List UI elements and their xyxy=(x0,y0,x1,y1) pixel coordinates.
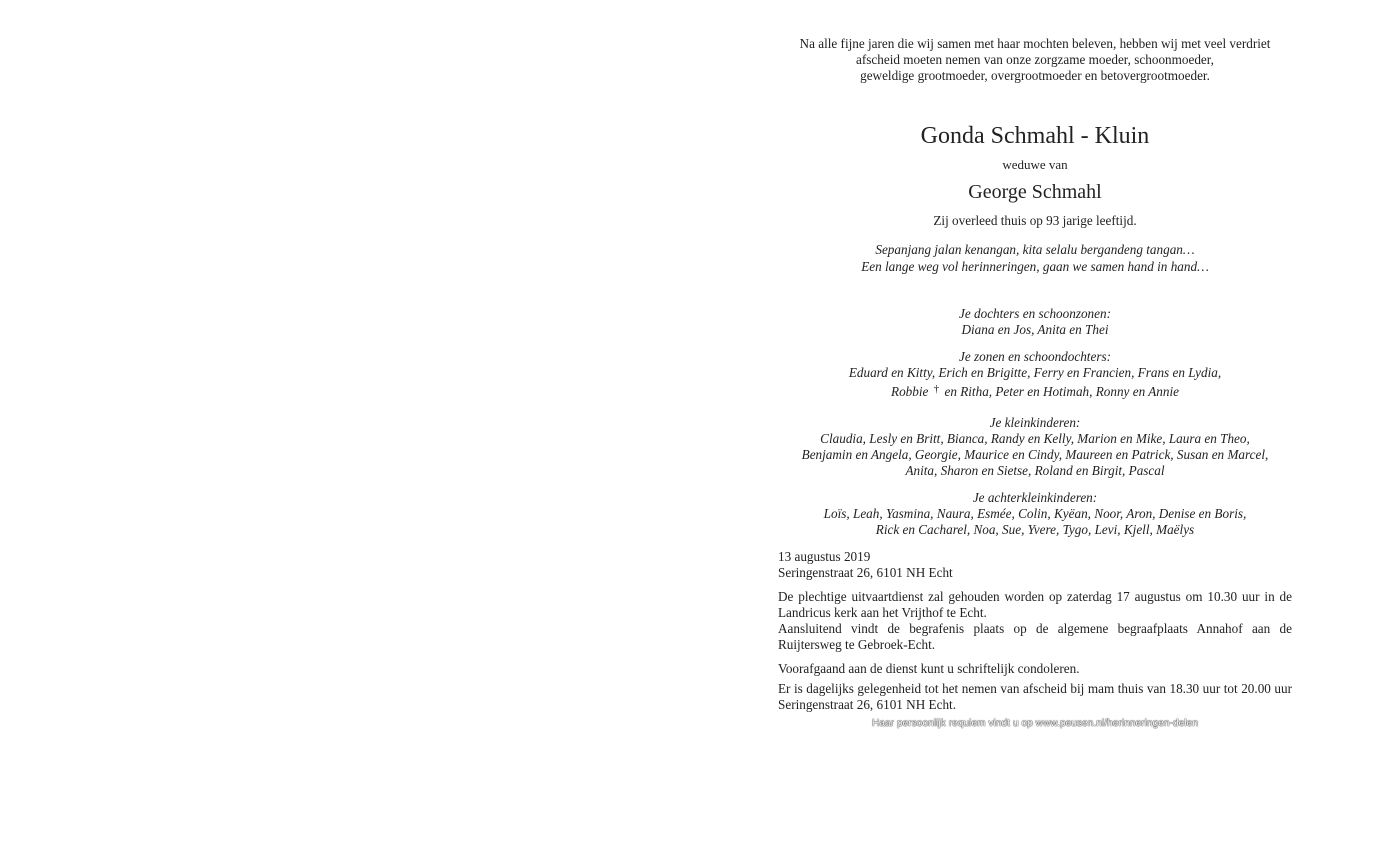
quote-line: Sepanjang jalan kenangan, kita selalu bergandeng tangan… xyxy=(875,242,1195,257)
relation-text: weduwe van xyxy=(1002,157,1068,172)
name-robbie: Robbie xyxy=(891,384,929,399)
condolence-info xyxy=(778,661,1292,677)
daughters-group xyxy=(778,306,1292,338)
funeral-details xyxy=(778,549,1292,713)
group-heading: Je zonen en schoondochters: xyxy=(959,349,1111,364)
died-text: Zij overleed thuis op 93 jarige leeftijd. xyxy=(933,213,1137,228)
group-heading: Je kleinkinderen: xyxy=(989,415,1081,430)
intro-line: afscheid moeten nemen van onze zorgzame moeder, schoonmoeder, xyxy=(856,52,1214,67)
burial-text: Aansluitend vindt de begrafenis plaats op de algemene begraafplaats Annahof aan de Ruijtersweg te Gebroek-Echt. xyxy=(778,621,1292,652)
intro-line: Na alle fijne jaren die wij samen met haar mochten beleven, hebben wij met veel verdriet xyxy=(799,36,1271,51)
requiem-link-note: Haar persoonlijk requiem vindt u op www.peusen.nl/herinneringen-delen xyxy=(872,718,1198,729)
grandchildren-group xyxy=(778,415,1292,479)
service-text: De plechtige uitvaartdienst zal gehouden worden op zaterdag 17 augustus om 10.30 uur in de Landricus kerk aan het Vrijthof te Echt. xyxy=(778,589,1292,620)
address-text: Seringenstraat 26, 6101 NH Echt xyxy=(778,565,953,580)
group-line: Loïs, Leah, Yasmina, Naura, Esmée, Colin, Kyëan, Noor, Aron, Denise en Boris, xyxy=(823,506,1247,521)
group-line: Benjamin en Angela, Georgie, Maurice en Cindy, Maureen en Patrick, Susan en Marcel, xyxy=(801,447,1269,462)
group-line: Eduard en Kitty, Erich en Brigitte, Ferry en Francien, Frans en Lydia, xyxy=(848,365,1222,380)
group-line xyxy=(778,381,1292,404)
group-line: Rick en Cacharel, Noa, Sue, Yvere, Tygo, Levi, Kjell, Maëlys xyxy=(875,522,1195,537)
condolence-text: Voorafgaand aan de dienst kunt u schriftelijk condoleren. xyxy=(778,661,1080,676)
sons-group xyxy=(778,349,1292,404)
deceased-name: Gonda Schmahl - Kluin xyxy=(920,123,1150,149)
intro-line: geweldige grootmoeder, overgrootmoeder en betovergrootmoeder. xyxy=(860,68,1210,83)
quote xyxy=(778,241,1292,275)
spouse-name: George Schmahl xyxy=(968,181,1102,203)
group-line: Claudia, Lesly en Britt, Bianca, Randy en Kelly, Marion en Mike, Laura en Theo, xyxy=(820,431,1250,446)
obituary-card xyxy=(778,36,1292,731)
family-list xyxy=(778,306,1292,538)
cross-icon: † xyxy=(933,383,940,395)
group-line: Anita, Sharon en Sietse, Roland en Birgit, Pascal xyxy=(905,463,1165,478)
group-heading: Je achterkleinkinderen: xyxy=(972,490,1098,505)
group-heading: Je dochters en schoonzonen: xyxy=(959,306,1111,321)
farewell-text: Er is dagelijks gelegenheid tot het nemen van afscheid bij mam thuis van 18.30 uur tot 20.00 uur Seringenstraat 26, 6101 NH Echt. xyxy=(778,681,1292,712)
group-line-rest: en Ritha, Peter en Hotimah, Ronny en Annie xyxy=(944,384,1179,399)
service-info xyxy=(778,589,1292,653)
date-address xyxy=(778,549,1292,581)
quote-line: Een lange weg vol herinneringen, gaan we samen hand in hand… xyxy=(861,259,1209,274)
date-text: 13 augustus 2019 xyxy=(778,549,871,564)
farewell-info xyxy=(778,681,1292,713)
great-grandchildren-group xyxy=(778,490,1292,538)
intro-text xyxy=(778,36,1292,84)
group-line: Diana en Jos, Anita en Thei xyxy=(961,322,1109,337)
